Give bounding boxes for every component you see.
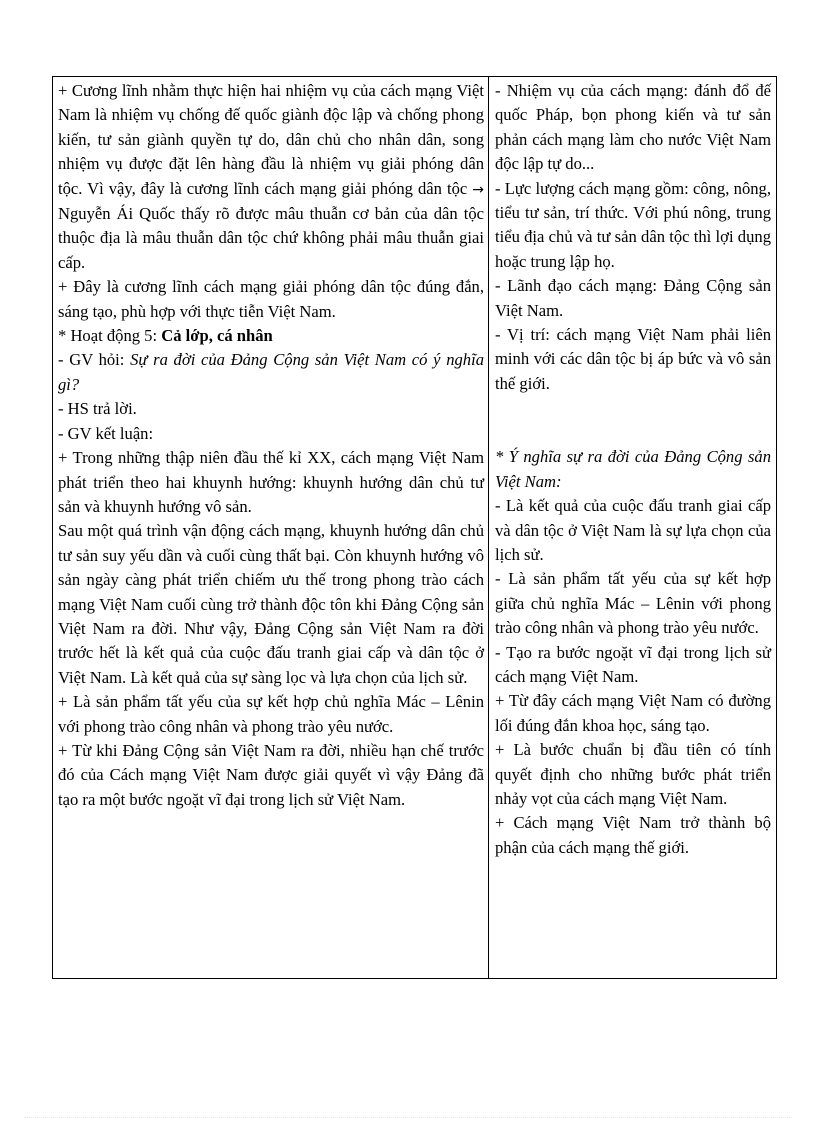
teacher-question: - GV hỏi: Sự ra đời của Đảng Cộng sản Việt Nam có ý nghĩa gì?	[58, 350, 484, 394]
right-item-result: - Là kết quả của cuộc đấu tranh giai cấp và dân tộc ở Việt Nam là sự lựa chọn của lịch sử.	[495, 496, 771, 564]
teacher-conclusion: - GV kết luận:	[58, 423, 154, 443]
left-column	[53, 77, 489, 978]
right-column	[489, 77, 776, 978]
significance-heading: * Ý nghĩa sự ra đời của Đảng Cộng sản Việt Nam:	[495, 447, 771, 491]
activity-heading: * Hoạt động 5: Cả lớp, cá nhân	[58, 326, 273, 346]
right-item-forces: - Lực lượng cách mạng gồm: công, nông, tiểu tư sản, trí thức. Với phú nông, trung tiểu địa chủ và tư sản dân tộc thì lợi dụng hoặc trung lập họ.	[495, 178, 771, 271]
right-item-product: - Là sản phẩm tất yếu của sự kết hợp giữa chủ nghĩa Mác – Lênin với phong trào công nhân và phong trào yêu nước.	[495, 569, 771, 638]
left-paragraph-1: + Cương lĩnh nhằm thực hiện hai nhiệm vụ của cách mạng Việt Nam là nhiệm vụ chống đế quốc giành độc lập và chống phong kiến, tư sản giành quyền tự do, dân chủ cho nhân dân, song nhiệm vụ được đặt lên hàng đầu là nhiệm vụ giải phóng dân tộc. Vì vậy, đây là cương lĩnh cách mạng giải phóng dân tộc → Nguyễn Ái Quốc thấy rõ được mâu thuẫn cơ bản của dân tộc thuộc địa là mâu thuẫn dân tộc chứ không phải mâu thuẫn giai cấp.	[58, 81, 484, 272]
left-paragraph-2: + Đây là cương lĩnh cách mạng giải phóng dân tộc đúng đắn, sáng tạo, phù hợp với thực tiễn Việt Nam.	[58, 277, 484, 321]
right-item-world: + Cách mạng Việt Nam trở thành bộ phận của cách mạng thế giới.	[495, 813, 771, 857]
right-item-turning-point: - Tạo ra bước ngoặt vĩ đại trong lịch sử cách mạng Việt Nam.	[495, 642, 771, 686]
left-paragraph-8: Sau một quá trình vận động cách mạng, khuynh hướng dân chủ tư sản suy yếu dần và cuối cùng thất bại. Còn khuynh hướng vô sản ngày càng phát triển chiếm ưu thế trong phong trào cách mạng Việt Nam cuối cùng trở thành độc tôn khi Đảng Cộng sản Việt Nam ra đời. Như vậy, Đảng Cộng sản Việt Nam ra đời trước hết là kết quả của cuộc đấu tranh giai cấp và dân tộc ở Việt Nam. Là kết quả của sự sàng lọc và lựa chọn của lịch sử.	[58, 521, 484, 687]
lesson-table	[52, 76, 777, 979]
student-answer: - HS trả lời.	[58, 399, 137, 419]
right-item-direction: + Từ đây cách mạng Việt Nam có đường lối đúng đắn khoa học, sáng tạo.	[495, 691, 771, 735]
left-paragraph-7: + Trong những thập niên đầu thế kỉ XX, cách mạng Việt Nam phát triển theo hai khuynh hướng: khuynh hướng dân chủ tư sản và khuynh hướng vô sản.	[58, 448, 484, 516]
left-paragraph-9: + Là sản phẩm tất yếu của sự kết hợp chủ nghĩa Mác – Lênin với phong trào công nhân và phong trào yêu nước.	[58, 692, 484, 736]
left-paragraph-10: + Từ khi Đảng Cộng sản Việt Nam ra đời, nhiều hạn chế trước đó của Cách mạng Việt Nam được giải quyết vì vậy Đảng đã tạo ra một bước ngoặt vĩ đại trong lịch sử Việt Nam.	[58, 740, 484, 809]
right-item-leadership: - Lãnh đạo cách mạng: Đảng Cộng sản Việt Nam.	[495, 276, 771, 320]
right-item-preparation: + Là bước chuẩn bị đầu tiên có tính quyết định cho những bước phát triển nhảy vọt của cách mạng Việt Nam.	[495, 740, 771, 808]
right-item-position: - Vị trí: cách mạng Việt Nam phải liên minh với các dân tộc bị áp bức và vô sản thế giới.	[495, 325, 771, 393]
spacer	[495, 396, 771, 445]
right-item-tasks: - Nhiệm vụ của cách mạng: đánh đổ đế quốc Pháp, bọn phong kiến và tư sản phản cách mạng làm cho nước Việt Nam độc lập tự do...	[495, 81, 771, 174]
arrow-right-icon: →	[472, 181, 484, 198]
page-edge-divider	[24, 1117, 792, 1118]
